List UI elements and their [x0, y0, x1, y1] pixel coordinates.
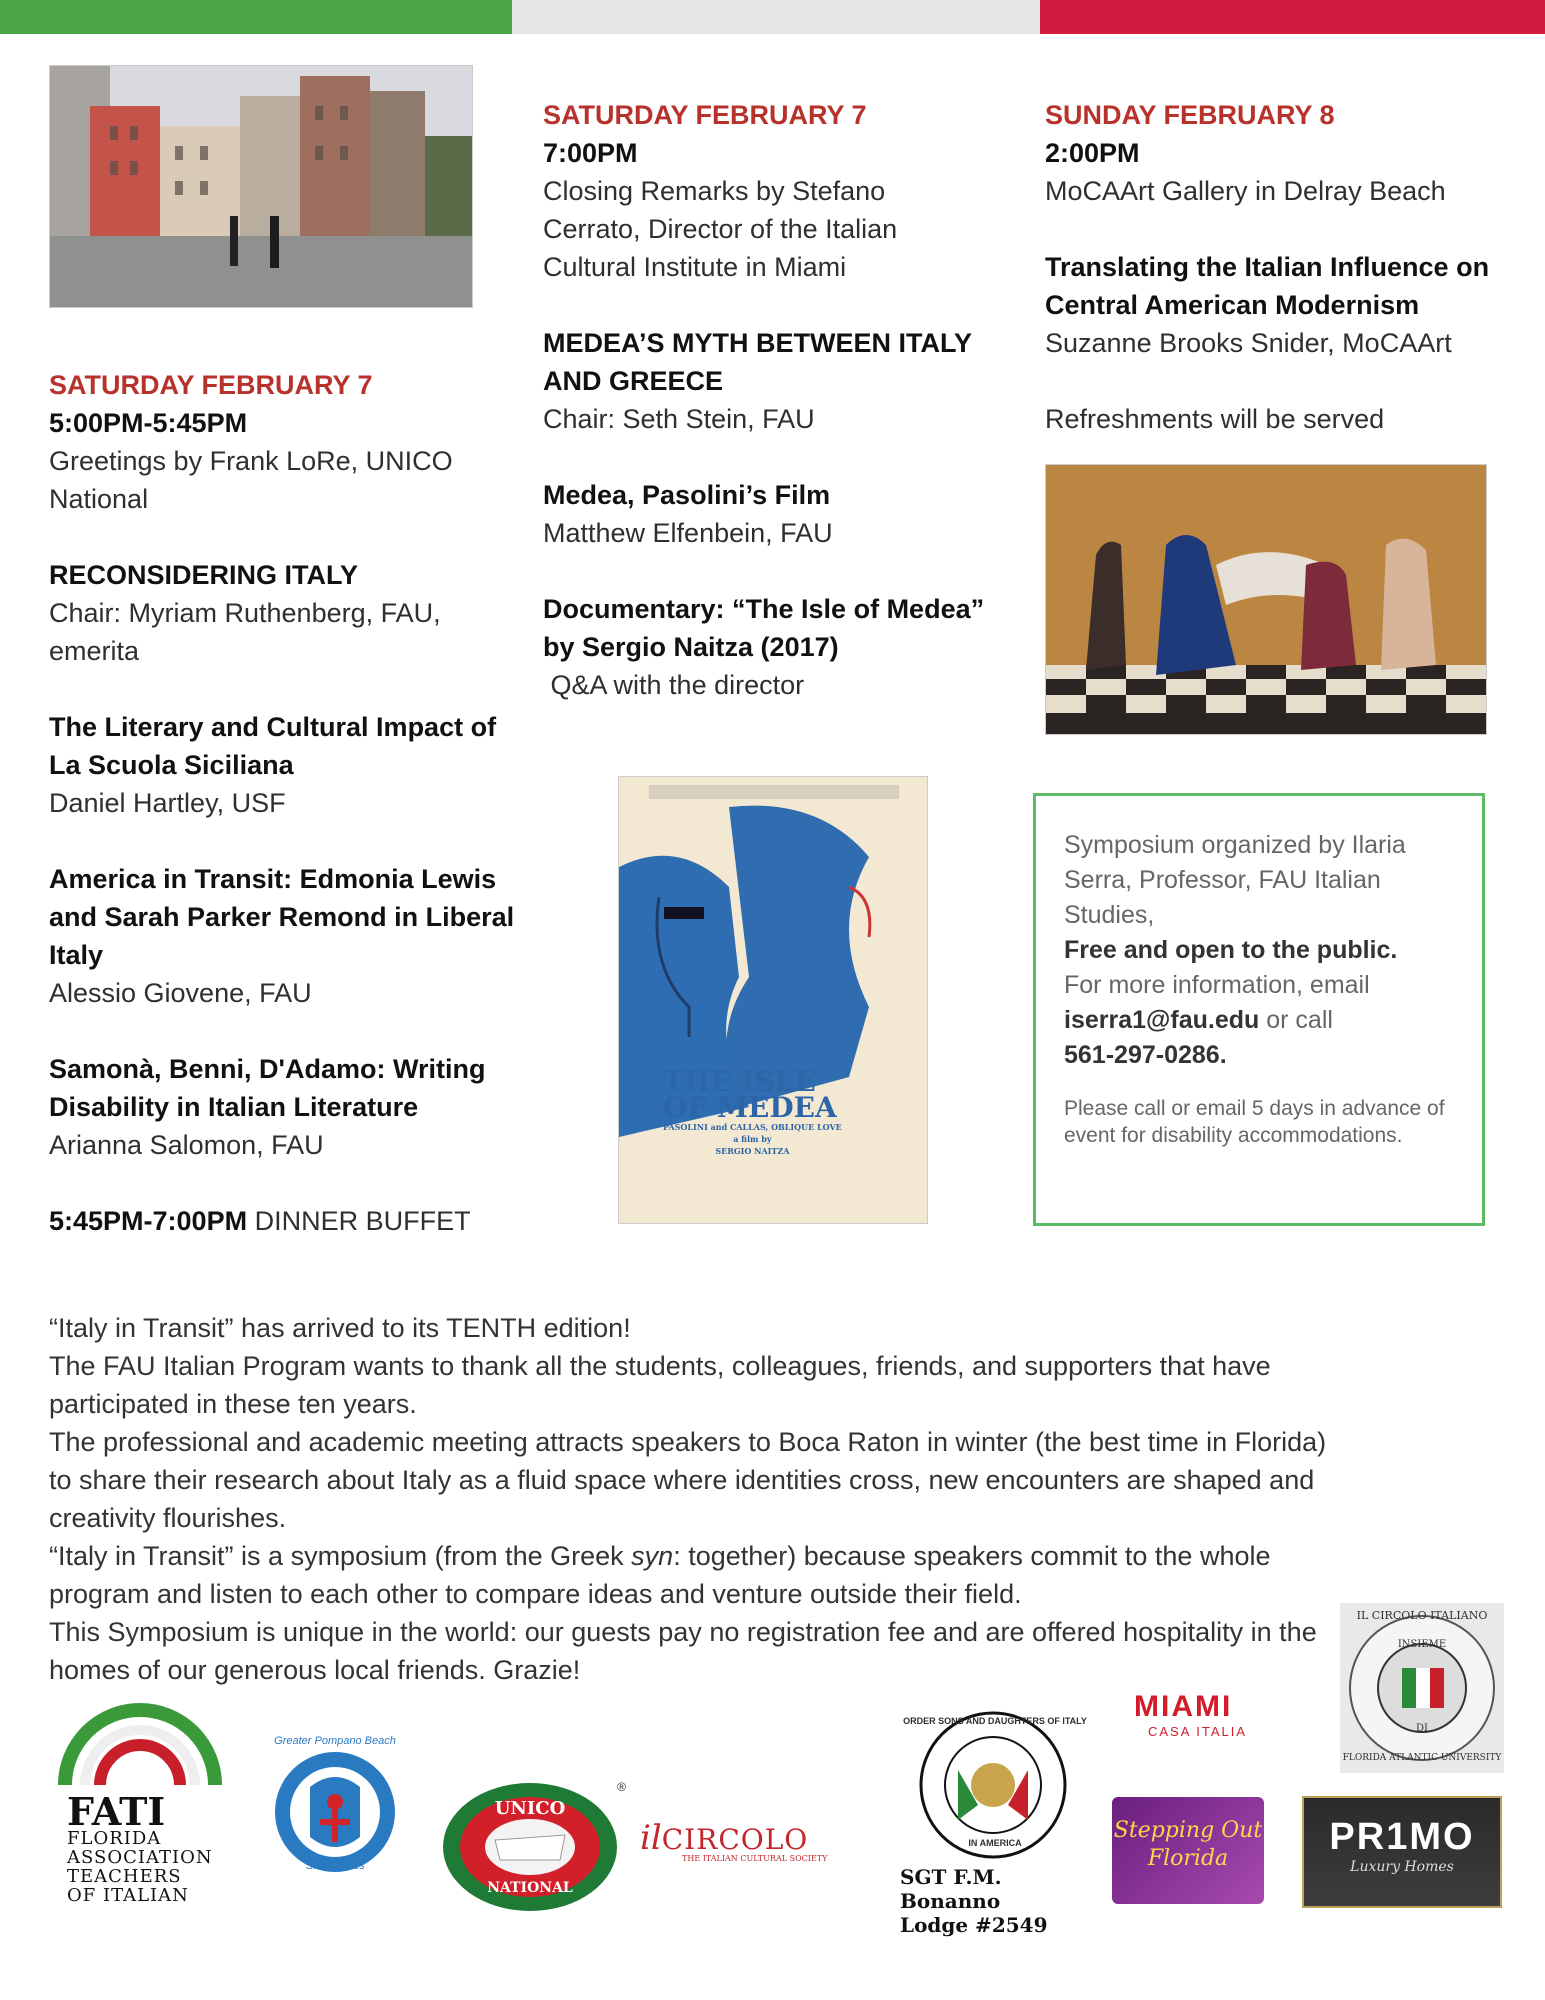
- talk-title: Samonà, Benni, D'Adamo: Writing Disability in Italian Literature: [49, 1054, 486, 1122]
- fati-logo: [55, 1700, 225, 1910]
- flag-white: [512, 0, 1040, 34]
- talk-speaker: Matthew Elfenbein, FAU: [543, 518, 833, 548]
- date-heading: SATURDAY FEBRUARY 7: [49, 370, 373, 400]
- venue-text: MoCAArt Gallery in Delray Beach: [1045, 176, 1446, 206]
- date-heading: SATURDAY FEBRUARY 7: [543, 100, 867, 130]
- flag-green: [0, 0, 512, 34]
- para-italic: syn: [631, 1541, 674, 1571]
- time-label: 2:00PM: [1045, 138, 1140, 168]
- pompano-bottom: Sister Cities: [305, 1860, 365, 1872]
- column-saturday-afternoon: [49, 366, 529, 1240]
- fati-line: OF ITALIAN: [67, 1885, 189, 1906]
- date-heading: SUNDAY FEBRUARY 8: [1045, 100, 1335, 130]
- osdia-line1: SGT F.M. Bonanno: [900, 1865, 1002, 1913]
- miami-casa-italia-logo: [1134, 1690, 1284, 1750]
- flag-stripe: [0, 0, 1545, 34]
- para-line: “Italy in Transit” has arrived to its TENTH edition!: [49, 1313, 631, 1343]
- order-sons-daughters-logo: [900, 1710, 1090, 1937]
- unico-reg: ®: [617, 1780, 626, 1794]
- fati-line: ASSOCIATION: [67, 1847, 213, 1868]
- circolo-italiano-fau-logo: [1340, 1603, 1504, 1773]
- talk-title: America in Transit: Edmonia Lewis and Sarah Parker Remond in Liberal Italy: [49, 864, 515, 970]
- fati-line: TEACHERS: [67, 1866, 182, 1887]
- info-box: [1033, 793, 1485, 1226]
- phone-number[interactable]: 561-297-0286.: [1064, 1041, 1227, 1069]
- para-line: The professional and academic meeting attracts speakers to Boca Raton in winter (the best time in Florida) to share their research about Italy as a fluid space where identities cross, new encounters are shaped and creativity flourishes.: [49, 1427, 1327, 1533]
- miami-sub: CASA ITALIA: [1148, 1724, 1248, 1739]
- talk-speaker: Q&A with the director: [543, 670, 805, 700]
- talk-title: Translating the Italian Influence on Central American Modernism: [1045, 252, 1490, 320]
- talk-title: Medea, Pasolini’s Film: [543, 480, 831, 510]
- talk-speaker: Daniel Hartley, USF: [49, 788, 286, 818]
- stepping-line2: Florida: [1147, 1846, 1229, 1871]
- column-sunday: [1045, 96, 1535, 438]
- talk-title: Documentary: “The Isle of Medea” by Sergio Naitza (2017): [543, 594, 985, 662]
- circolo-sub: THE ITALIAN CULTURAL SOCIETY: [682, 1854, 828, 1863]
- primo-sub: Luxury Homes: [1350, 1859, 1454, 1875]
- poster-title-2: OF MEDEA: [663, 1091, 837, 1124]
- poster-director: SERGIO NAITZA: [715, 1146, 790, 1156]
- miami-name: MIAMI: [1134, 1690, 1233, 1723]
- painting-image: [1045, 464, 1487, 735]
- para-line: The FAU Italian Program wants to thank all the students, colleagues, friends, and supporters that have participated in these ten years.: [49, 1351, 1271, 1419]
- dinner-label: DINNER BUFFET: [254, 1206, 471, 1236]
- session-chair: Chair: Seth Stein, FAU: [543, 404, 815, 434]
- circolo-fau-insieme: INSIEME: [1397, 1639, 1447, 1650]
- circolo-fau-ring: IL CIRCOLO ITALIANO: [1356, 1609, 1488, 1622]
- unico-top: UNICO: [494, 1798, 566, 1819]
- unico-bottom: NATIONAL: [487, 1880, 573, 1896]
- column-saturday-evening: [543, 96, 1023, 704]
- poster-subtitle: PASOLINI and CALLAS, OBLIQUE LOVE: [663, 1122, 842, 1132]
- primo-luxury-homes-logo: [1302, 1796, 1502, 1908]
- stepping-out-florida-logo: [1112, 1797, 1264, 1904]
- contact-line: [1064, 1003, 1454, 1038]
- il-circolo-logo: [640, 1818, 880, 1878]
- dinner-time: 5:45PM-7:00PM: [49, 1206, 248, 1236]
- circolo-name: CIRCOLO: [661, 1823, 809, 1856]
- session-title: MEDEA’S MYTH BETWEEN ITALY AND GREECE: [543, 328, 972, 396]
- poster-title-1: THE ISLE: [663, 1065, 816, 1098]
- poster-credit: a film by: [733, 1134, 772, 1144]
- talk-speaker: Suzanne Brooks Snider, MoCAArt: [1045, 328, 1452, 358]
- session-chair: Chair: Myriam Ruthenberg, FAU, emerita: [49, 598, 441, 666]
- session-title: RECONSIDERING ITALY: [49, 560, 359, 590]
- unico-national-logo: [440, 1780, 626, 1915]
- greetings-text: Greetings by Frank LoRe, UNICO National: [49, 446, 453, 514]
- or-call-text: or call: [1266, 1006, 1333, 1034]
- film-poster: [618, 776, 928, 1224]
- talk-speaker: Alessio Giovene, FAU: [49, 978, 312, 1008]
- email-link[interactable]: iserra1@fau.edu: [1064, 1006, 1260, 1034]
- para-line: This Symposium is unique in the world: our guests pay no registration fee and are offered hospitality in the homes of our generous local friends. Grazie!: [49, 1617, 1317, 1685]
- primo-name: PR1MO: [1329, 1816, 1475, 1858]
- time-label: 7:00PM: [543, 138, 638, 168]
- para-line: [49, 1537, 1349, 1613]
- more-info-text: For more information, email: [1064, 971, 1370, 999]
- talk-title: The Literary and Cultural Impact of La Scuola Siciliana: [49, 712, 497, 780]
- osdia-ring2: IN AMERICA: [968, 1838, 1022, 1848]
- fati-abbr: FATI: [67, 1789, 166, 1834]
- flag-red: [1040, 0, 1545, 34]
- osdia-line2: Lodge #2549: [900, 1913, 1048, 1937]
- closing-remarks: Closing Remarks by Stefano Cerrato, Director of the Italian Cultural Institute in Miami: [543, 176, 898, 282]
- circolo-il: il: [640, 1818, 662, 1858]
- para-text: “Italy in Transit” is a symposium (from the Greek: [49, 1541, 632, 1571]
- pompano-top: Greater Pompano Beach: [274, 1735, 396, 1747]
- circolo-fau-di: DI: [1416, 1723, 1428, 1734]
- refreshments-text: Refreshments will be served: [1045, 404, 1385, 434]
- intro-paragraph: [49, 1309, 1349, 1689]
- osdia-ring: ORDER SONS AND DAUGHTERS OF ITALY: [903, 1716, 1087, 1726]
- pompano-sister-cities-logo: [265, 1735, 405, 1900]
- dinner-line: [49, 1202, 529, 1240]
- organizer-text: Symposium organized by Ilaria Serra, Professor, FAU Italian Studies,: [1064, 831, 1406, 929]
- talk-speaker: Arianna Salomon, FAU: [49, 1130, 324, 1160]
- time-label: 5:00PM-5:45PM: [49, 408, 248, 438]
- para-text: : together) because speakers commit to the whole program and listen to each other to compare ideas and venture outside their field.: [49, 1541, 1271, 1609]
- stepping-line1: Stepping Out: [1113, 1818, 1263, 1843]
- circolo-fau-ring2: FLORIDA ATLANTIC UNIVERSITY: [1342, 1753, 1502, 1763]
- fati-line: FLORIDA: [67, 1828, 162, 1849]
- venice-photo: [49, 65, 473, 308]
- disability-note: Please call or email 5 days in advance of event for disability accommodations.: [1064, 1097, 1445, 1147]
- free-text: Free and open to the public.: [1064, 936, 1398, 964]
